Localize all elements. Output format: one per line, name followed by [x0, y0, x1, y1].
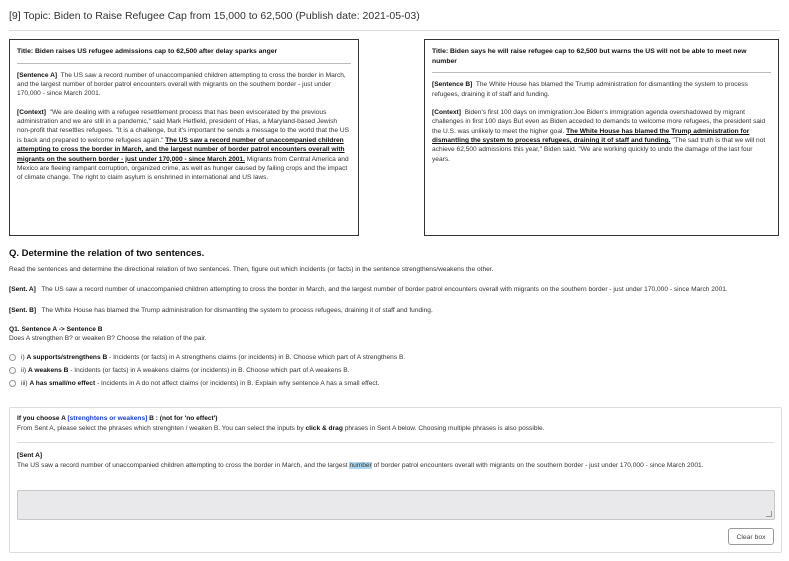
option-strengthens-text: i) A supports/strengthens B - Incidents (or facts) in A strengthens claims (or incidents) in B. Choose which part of A strengthens B.: [21, 354, 406, 361]
sent-b-display: [9, 306, 779, 316]
option-strengthens[interactable]: [9, 354, 405, 361]
option-no-effect-text: iii) A has small/no effect - Incidents in A do not affect claims (or incidents) in B. Explain why sentence A has a small effect.: [21, 380, 380, 387]
context-b-label: [Context]: [432, 109, 461, 116]
radio-no-effect[interactable]: [9, 380, 16, 387]
card-b-sentence: [432, 80, 771, 99]
sent-a-label: [Sent. A]: [9, 286, 36, 293]
card-b-divider: [432, 72, 771, 73]
phrase-selection-panel: [9, 407, 782, 553]
selected-phrases-box[interactable]: [17, 490, 775, 520]
topic-heading: [9] Topic: Biden to Raise Refugee Cap from 15,000 to 62,500 (Publish date: 2021-05-03): [9, 10, 420, 22]
context-a-highlight: The US saw a record number of unaccompanied children attempting to cross the border in March, and the largest number of border patrol encounters overall with migrants on the southern border - just under 170,000 - since March 2001.: [17, 136, 345, 163]
question-heading: Q. Determine the relation of two sentences.: [9, 248, 205, 259]
selectable-sentence-a[interactable]: The US saw a record number of unaccompanied children attempting to cross the border in March, and the largest number of border patrol encounters overall with migrants on the southern border - just under 170,000 - since March 2001.: [17, 462, 704, 469]
context-a-after: Migrants from Central America and Mexico are fleeing rampant corruption, organized crime, as well as hunger caused by failing crops and the impact of climate change. The right to claim asylum is enshrined in international and US laws.: [17, 155, 349, 182]
card-b-title: Title: Biden says he will raise refugee cap to 62,500 but warns the US will not be able to meet new number: [432, 48, 747, 65]
sent-a-display: [9, 285, 779, 295]
context-a-before: "We are dealing with a refugee resettlement process that has been eviscerated by the previous administration and we are still in a pandemic," said Mark Hetfield, president of Hias, a Maryland-based Jewish non-profit that resettles refugees. "It is a challenge, but it's important he sends a message to the world that the US is back and prepared to welcome refugees again.": [17, 108, 350, 144]
clear-box-button[interactable]: Clear box: [728, 528, 774, 545]
radio-weakens[interactable]: [9, 367, 16, 374]
article-card-a: [9, 39, 359, 236]
panel-sent-label: [Sent A]: [17, 452, 43, 459]
radio-strengthens[interactable]: [9, 354, 16, 361]
context-a-label: [Context]: [17, 108, 46, 116]
panel-divider: [17, 442, 774, 443]
sent-a-text: The US saw a record number of unaccompanied children attempting to cross the border in March, and the largest number of border patrol encounters overall with migrants on the southern border - just under 170,000 - since March 2001.: [41, 286, 728, 293]
card-b-context: [432, 108, 771, 164]
card-a-context: [17, 108, 351, 183]
panel-description: From Sent A, please select the phrases which strenghten / weaken B. You can select the inputs by click & drag phrases in Sent A below. Choosing multiple phrases is also possible.: [17, 425, 545, 432]
context-b-before: Biden's first 100 days on immigration:Joe Biden's immigration agenda overshadowed by migrant challenges in first 100 days But even as Biden acceded to demands to welcome more refugees, the president said the U.S. was unlikely to meet the higher goal.: [432, 109, 766, 135]
sentence-b-text: The White House has blamed the Trump administration for dismantling the system to process refugees, draining it of staff and funding.: [432, 81, 748, 98]
q1-title: Q1. Sentence A -> Sentence B: [9, 326, 103, 333]
sentence-a-text: The US saw a record number of unaccompanied children attempting to cross the border in March, and the largest number of border patrol encounters overall with migrants on the southern border - just under 170,000 - since March 2001.: [17, 71, 346, 98]
card-a-title: Title: Biden raises US refugee admissions cap to 62,500 after delay sparks anger: [17, 48, 278, 55]
q1-subtitle: Does A strengthen B? or weaken B? Choose the relation of the pair.: [9, 335, 207, 342]
context-b-highlight: The White House has blamed the Trump administration for dismantling the system to process refugees, draining it of staff and funding.: [432, 127, 750, 145]
sentence-a-label: [Sentence A]: [17, 71, 58, 79]
selected-phrase[interactable]: number: [349, 462, 372, 469]
divider: [9, 30, 780, 31]
sentence-b-label: [Sentence B]: [432, 81, 473, 89]
question-instructions: Read the sentences and determine the directional relation of two sentences. Then, figure out which incidents (or facts) in the sentence strengthens/weakens the other.: [9, 266, 494, 273]
article-card-b: [424, 39, 779, 236]
panel-heading: If you choose A [strenghtens or weakens] B : (not for 'no effect'): [17, 415, 218, 422]
resize-handle-icon[interactable]: [766, 511, 772, 517]
context-b-after: "The sad truth is that we will not achieve 62,500 admissions this year," Biden said. "We are working quickly to undo the damage of the last four years.: [432, 137, 766, 163]
sent-b-text: The White House has blamed the Trump administration for dismantling the system to process refugees, draining it of staff and funding.: [41, 307, 433, 314]
option-weakens-text: ii) A weakens B - Incidents (or facts) in A weakens claims (or incidents) in B. Choose which part of A weakens B.: [21, 367, 350, 374]
option-weakens[interactable]: [9, 367, 350, 374]
sent-b-label: [Sent. B]: [9, 307, 37, 314]
card-a-divider: [17, 63, 351, 64]
option-no-effect[interactable]: [9, 380, 379, 387]
card-a-sentence: [17, 71, 351, 99]
